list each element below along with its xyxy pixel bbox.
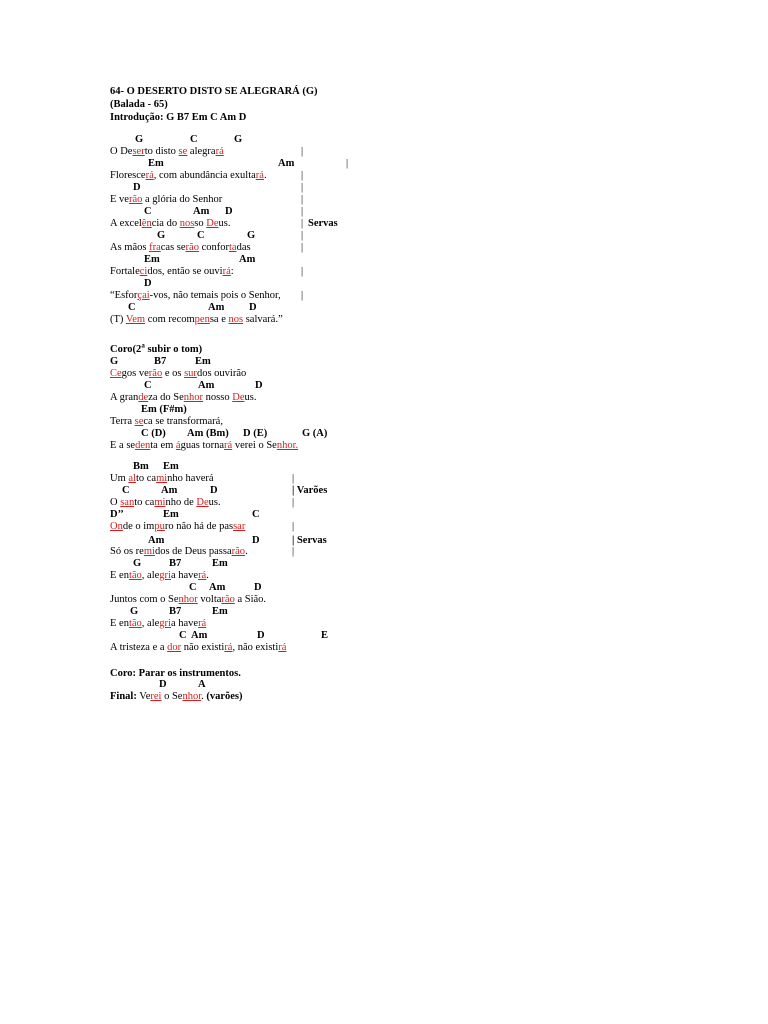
chord: D xyxy=(159,679,167,690)
chord: G xyxy=(110,356,119,367)
bar-marker: | xyxy=(301,218,304,229)
lyric-line: Fortalecidos, então se ouvirá: xyxy=(110,266,234,277)
chord: Am (Bm) xyxy=(187,428,229,439)
chord: G xyxy=(157,230,166,241)
bar-marker: | xyxy=(292,521,295,532)
bar-marker: | xyxy=(301,146,304,157)
chord: G xyxy=(247,230,256,241)
lyric-line: E então, alegria haverá xyxy=(110,618,207,629)
final-line: Final: Verei o Senhor. (varões) xyxy=(110,691,243,702)
chord: B7 xyxy=(169,558,182,569)
bar-marker: | xyxy=(301,266,304,277)
bar-marker: | xyxy=(301,242,304,253)
lyric-line: “Esforçai-vos, não temais pois o Senhor, xyxy=(110,290,281,301)
chord: D xyxy=(255,380,263,391)
chord: Am xyxy=(193,206,210,217)
chord: C xyxy=(179,630,187,641)
chord: D xyxy=(210,485,218,496)
chord: G xyxy=(234,134,243,145)
chord: C xyxy=(122,485,130,496)
chord: D xyxy=(133,182,141,193)
chord: Am xyxy=(191,630,208,641)
chord: C xyxy=(252,509,260,520)
chord: D (E) xyxy=(243,428,268,439)
lyric-line: Juntos com o Senhor voltarão a Sião. xyxy=(110,594,267,605)
bar-marker: | xyxy=(292,497,295,508)
song-title: 64- O DESERTO DISTO SE ALEGRARÁ (G) xyxy=(110,86,318,97)
lyric-line: Cegos verão e os surdos ouvirão xyxy=(110,368,247,379)
chord: Em xyxy=(144,254,160,265)
chord: Am xyxy=(278,158,295,169)
chord: D xyxy=(225,206,233,217)
chord: Am xyxy=(161,485,178,496)
chord: Em xyxy=(148,158,164,169)
chord: Am xyxy=(239,254,256,265)
chord: Am xyxy=(198,380,215,391)
lyric-line: Um alto caminho haverá xyxy=(110,473,214,484)
chord: Em xyxy=(212,558,228,569)
bar-marker: | xyxy=(301,194,304,205)
chord: C xyxy=(144,380,152,391)
bar-marker: | xyxy=(301,170,304,181)
lyric-line: A grandeza do Senhor nosso Deus. xyxy=(110,392,257,403)
chord: B7 xyxy=(154,356,167,367)
chord: D xyxy=(144,278,152,289)
chord: G (A) xyxy=(302,428,328,439)
lyric-line: As mãos fracas serão confortadas xyxy=(110,242,251,253)
lyric-line: A excelência do nosso Deus. xyxy=(110,218,231,229)
lyric-line: Florescerá, com abundância exultará. xyxy=(110,170,267,181)
chord: Bm xyxy=(133,461,149,472)
chord: G xyxy=(130,606,139,617)
chord: C xyxy=(189,582,197,593)
bar-marker: | xyxy=(292,473,295,484)
chord: C xyxy=(144,206,152,217)
chord: E xyxy=(321,630,329,641)
bar-marker: | xyxy=(292,546,295,557)
lyric-line: E a sedenta em águas tornará verei o Senhor. xyxy=(110,440,299,451)
voice-label-varoes: | Varões xyxy=(292,485,328,496)
chord: Am xyxy=(208,302,225,313)
lyric-line: A tristeza e a dor não existirá, não existirá xyxy=(110,642,287,653)
chord: Am xyxy=(148,535,165,546)
voice-label-servas: | Servas xyxy=(292,535,327,546)
bar-marker: | xyxy=(301,230,304,241)
song-subtitle: (Balada - 65) xyxy=(110,99,168,110)
bar-marker: | xyxy=(301,290,304,301)
chord: C (D) xyxy=(141,428,166,439)
lyric-line: O santo caminho de Deus. xyxy=(110,497,221,508)
chord: C xyxy=(190,134,198,145)
chord: G xyxy=(133,558,142,569)
bar-marker: | xyxy=(301,182,304,193)
chord: Am xyxy=(209,582,226,593)
lyric-line: E então, alegria haverá. xyxy=(110,570,209,581)
introduction-line: Introdução: G B7 Em C Am D xyxy=(110,112,247,123)
chord: D xyxy=(257,630,265,641)
chorus-heading: Coro(2$^a$ subir o tom) xyxy=(110,341,203,355)
chord: Em xyxy=(195,356,211,367)
lyric-line: Onde o impuro não há de passar xyxy=(110,521,246,532)
lyric-line: Terra seca se transformará, xyxy=(110,416,223,427)
lyric-line: E verão a glória do Senhor xyxy=(110,194,223,205)
chord: Em (F#m) xyxy=(141,404,187,415)
bar-marker: | xyxy=(346,158,349,169)
chord: D xyxy=(254,582,262,593)
chord: D xyxy=(249,302,257,313)
coro-instruction: Coro: Parar os instrumentos. xyxy=(110,668,241,679)
chord: Em xyxy=(212,606,228,617)
chord: Em xyxy=(163,509,179,520)
bar-marker: | xyxy=(301,206,304,217)
voice-label-servas: Servas xyxy=(308,218,338,229)
chord: Em xyxy=(163,461,179,472)
lyric-line: (T) Vem com recompensa e nos salvará.” xyxy=(110,314,283,325)
chord: G xyxy=(135,134,144,145)
chord: D xyxy=(252,535,260,546)
chord: B7 xyxy=(169,606,182,617)
chord: C xyxy=(197,230,205,241)
lyric-line: Só os remidos de Deus passarão. xyxy=(110,546,248,557)
chord: C xyxy=(128,302,136,313)
chord: A xyxy=(198,679,206,690)
lyric-line: O Deserto disto se alegrará xyxy=(110,146,224,157)
chord: D’’ xyxy=(110,509,124,520)
